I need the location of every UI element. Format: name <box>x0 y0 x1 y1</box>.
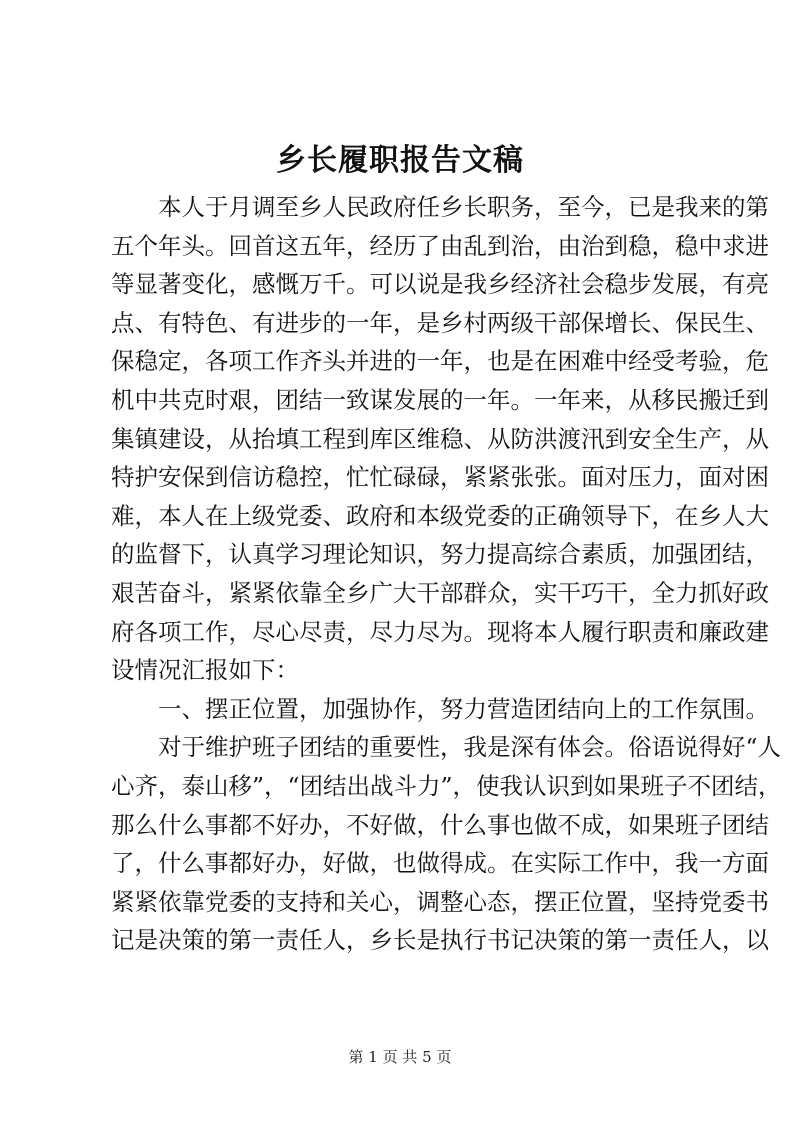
paragraph-line: 等显著变化，感慨万千。可以说是我乡经济社会稳步发展，有亮 <box>111 270 769 299</box>
paragraph-line: 保稳定，各项工作齐头并进的一年，也是在困难中经受考验，危 <box>111 347 769 376</box>
paragraph-line: 的监督下，认真学习理论知识，努力提高综合素质，加强团结， <box>111 540 769 569</box>
document-title: 乡长履职报告文稿 <box>276 143 524 178</box>
paragraph-line: 紧紧依靠党委的支持和关心，调整心态，摆正位置，坚持党委书 <box>111 887 769 916</box>
paragraph-line: 艰苦奋斗，紧紧依靠全乡广大干部群众，实干巧干，全力抓好政 <box>111 578 769 607</box>
section-heading: 一、摆正位置，加强协作，努力营造团结向上的工作氛围。 <box>158 694 769 723</box>
paragraph-line: 那么什么事都不好办，不好做，什么事也做不成，如果班子团结 <box>111 810 769 839</box>
paragraph-line: 难，本人在上级党委、政府和本级党委的正确领导下，在乡人大 <box>111 501 769 530</box>
paragraph-line: 了，什么事都好办，好做，也做得成。在实际工作中，我一方面 <box>111 849 769 878</box>
paragraph-line: 点、有特色、有进步的一年，是乡村两级干部保增长、保民生、 <box>111 308 769 337</box>
paragraph-line: 机中共克时艰，团结一致谋发展的一年。一年来，从移民搬迁到 <box>111 385 769 414</box>
page-number-footer: 第 1 页 共 5 页 <box>348 1048 452 1066</box>
paragraph-line: 本人于月调至乡人民政府任乡长职务，至今，已是我来的第 <box>158 193 769 221</box>
paragraph-line: 府各项工作，尽心尽责，尽力尽为。现将本人履行职责和廉政建 <box>111 617 769 646</box>
paragraph-line: 对于维护班子团结的重要性，我是深有体会。俗语说得好“人 <box>158 733 782 762</box>
paragraph-line: 设情况汇报如下： <box>111 656 299 685</box>
paragraph-line: 心齐，泰山移”，“团结出战斗力”，使我认识到如果班子不团结， <box>111 771 782 800</box>
paragraph-line: 五个年头。回首这五年，经历了由乱到治，由治到稳，稳中求进 <box>111 231 769 260</box>
paragraph-line: 集镇建设，从抬填工程到库区维稳、从防洪渡汛到安全生产，从 <box>111 424 769 453</box>
paragraph-line: 记是决策的第一责任人，乡长是执行书记决策的第一责任人，以 <box>111 926 769 955</box>
document-body <box>111 188 782 960</box>
paragraph-line: 特护安保到信访稳控，忙忙碌碌，紧紧张张。面对压力，面对困 <box>111 463 769 492</box>
